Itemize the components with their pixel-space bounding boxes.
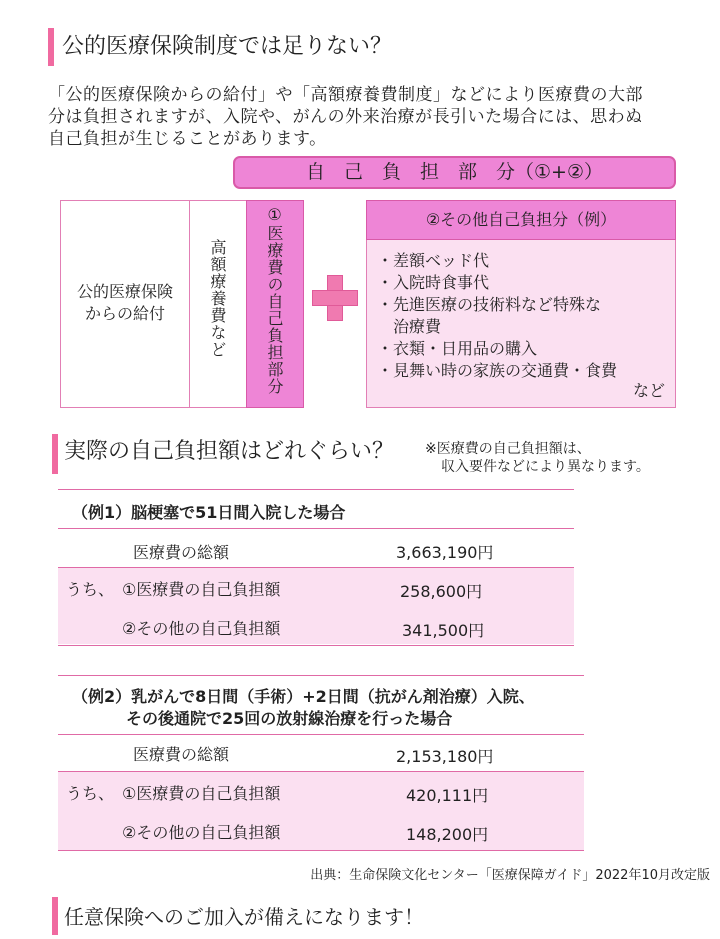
public-benefit-line: 公的医療保険 <box>76 282 173 301</box>
list-item-tail: など <box>632 381 665 400</box>
paragraph-line: 「公的医療保険からの給付」や「高額療養費制度」などにより医療費の大部 <box>48 85 643 105</box>
section2-note <box>425 440 650 476</box>
example1-total-value: 3,663,190円 <box>396 543 494 562</box>
example2-row2-label: ②その他の自己負担額 <box>122 823 281 842</box>
example2-title-line: その後通院で25回の放射線治療を行った場合 <box>126 709 453 728</box>
divider <box>58 734 584 735</box>
public-benefit-line: からの給付 <box>84 304 165 323</box>
medical-self-pay-label: ①医療費の自己負担部分 <box>265 205 284 395</box>
example2-total-value: 2,153,180円 <box>396 747 494 766</box>
example2-row2-value: 148,200円 <box>406 825 489 844</box>
heading-accent-bar <box>52 434 58 474</box>
intro-paragraph <box>48 84 698 150</box>
example1-title: （例1）脳梗塞で51日間入院した場合 <box>72 503 346 522</box>
heading-accent-bar <box>48 28 54 66</box>
list-item: 治療費 <box>377 317 442 336</box>
example1-row1-value: 258,600円 <box>400 582 483 601</box>
list-item: ・衣類・日用品の購入 <box>377 339 538 358</box>
list-item: ・見舞い時の家族の交通費・食費 <box>377 361 618 380</box>
self-pay-banner <box>233 156 676 189</box>
note-line: ※医療費の自己負担額は、 <box>425 441 591 457</box>
divider <box>58 850 584 851</box>
other-self-pay-box <box>366 200 676 408</box>
section1-heading: 公的医療保険制度では足りない？ <box>62 34 393 59</box>
example1-row2-value: 341,500円 <box>402 621 485 640</box>
divider <box>58 528 574 529</box>
paragraph-line: 分は負担されますが、入院や、がんの外来治療が長引いた場合には、思わぬ <box>48 107 643 127</box>
divider <box>58 675 584 676</box>
other-items-list <box>377 250 617 382</box>
example2-title-line: （例2）乳がんで8日間（手術）+2日間（抗がん剤治療）入院、 <box>72 687 535 706</box>
section3-heading: 任意保険へのご加入が備えになります！ <box>64 905 424 929</box>
example2-breakdown-prefix: うち、 <box>66 784 115 803</box>
paragraph-line: 自己負担が生じることがあります。 <box>48 129 327 149</box>
plus-icon <box>312 275 358 321</box>
example2-title <box>72 686 535 730</box>
example1-total-label: 医療費の総額 <box>133 543 230 562</box>
high-cost-label: 高額療養費など <box>208 239 227 358</box>
divider <box>58 489 574 490</box>
medical-self-pay-box <box>246 200 304 408</box>
note-line: 収入要件などにより異なります。 <box>441 459 650 475</box>
high-cost-box <box>189 200 247 408</box>
divider <box>58 645 574 646</box>
heading-accent-bar <box>52 897 58 935</box>
source-citation: 出典：生命保険文化センター「医療保障ガイド」2022年10月改定版 <box>310 868 710 883</box>
other-self-pay-title: ②その他自己負担分（例） <box>425 210 617 229</box>
example2-total-label: 医療費の総額 <box>133 745 230 764</box>
example2-row1-label: ①医療費の自己負担額 <box>122 784 281 803</box>
list-item: ・差額ベッド代 <box>377 251 490 270</box>
list-item: ・先進医療の技術料など特殊な <box>377 295 602 314</box>
example1-row1-label: ①医療費の自己負担額 <box>122 580 281 599</box>
section2-heading: 実際の自己負担額はどれぐらい？ <box>64 439 395 464</box>
example1-breakdown-prefix: うち、 <box>66 580 115 599</box>
example2-row1-value: 420,111円 <box>406 786 489 805</box>
public-benefit-box <box>60 200 190 408</box>
list-item: ・入院時食事代 <box>377 273 490 292</box>
other-self-pay-title-box <box>366 200 676 240</box>
example1-row2-label: ②その他の自己負担額 <box>122 619 281 638</box>
self-pay-banner-label: 自 己 負 担 部 分（①+②） <box>306 161 603 183</box>
